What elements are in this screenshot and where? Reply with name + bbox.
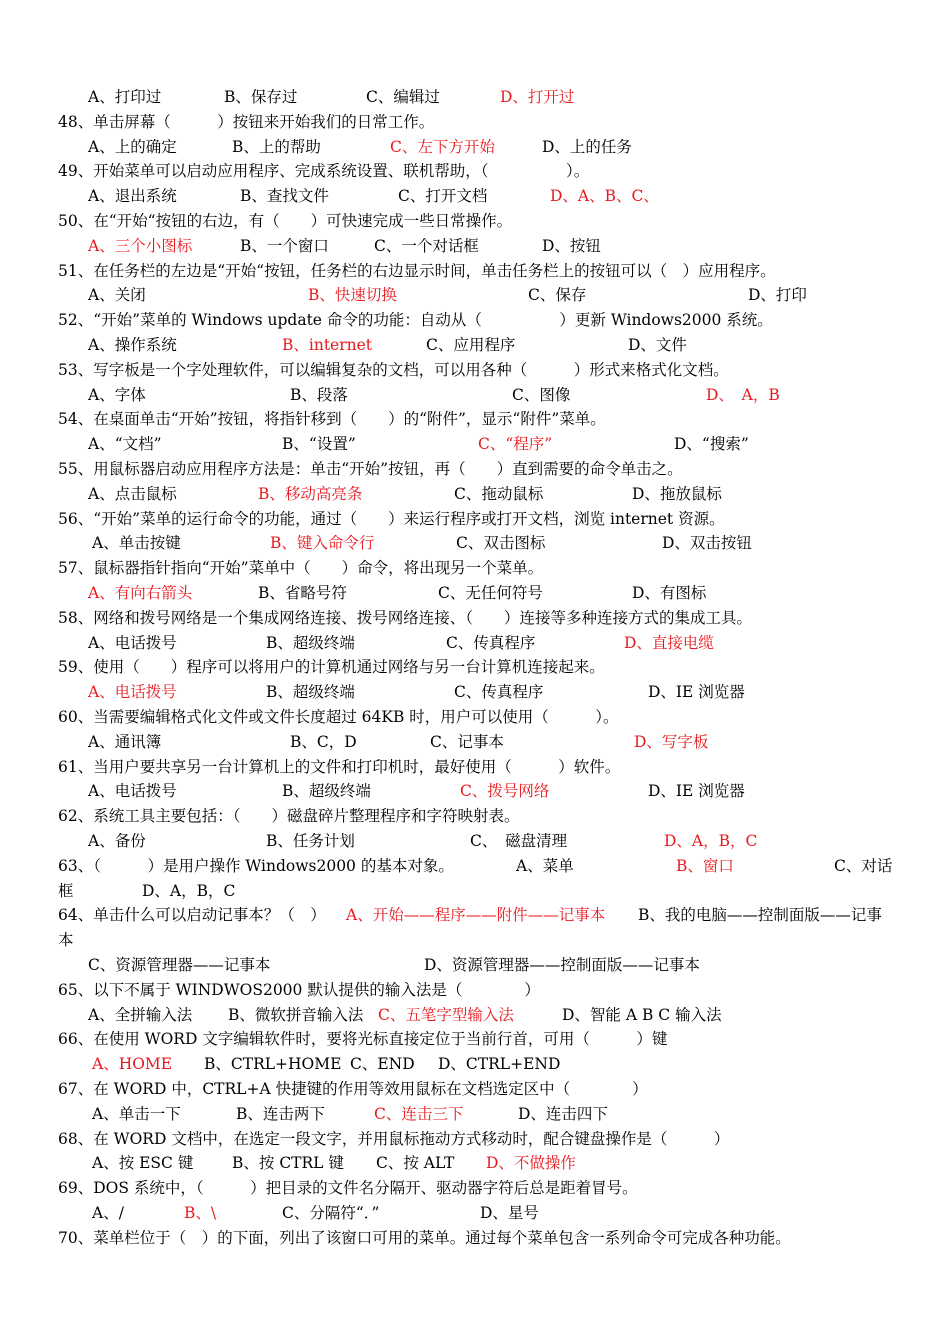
text-segment: C、双击图标 (456, 534, 546, 553)
answer-highlight: A、三个小图标 (88, 236, 193, 255)
text-line (0, 1151, 950, 1176)
text-segment: 70、菜单栏位于（ ）的下面，列出了该窗口可用的菜单。通过每个菜单包含一系列命令可完成各种功能。 (58, 1228, 791, 1247)
text-segment: 60、当需要编辑格式化文件或文件长度超过 64KB 时，用户可以使用（ ）。 (58, 708, 619, 726)
text-segment: 69、DOS 系统中，（ ）把目录的文件名分隔开、驱动器字符后总是距着冒号。 (58, 1179, 638, 1198)
text-segment: C、拖动鼠标 (454, 484, 544, 503)
text-segment: D、A，B，C (142, 881, 236, 900)
text-line (0, 85, 950, 110)
text-line (0, 854, 950, 879)
answer-highlight: A、开始——程序——附件——记事本 (346, 906, 606, 925)
text-segment: 68、在 WORD 文档中，在选定一段文字，并用鼠标拖动方式移动时，配合键盘操作是（ ） (58, 1129, 730, 1148)
text-segment: 54、在桌面单击“开始”按钮，将指针移到（ ）的“附件”，显示“附件”菜单。 (58, 410, 606, 429)
text-segment: D、按钮 (542, 236, 601, 255)
text-segment: C、一个对话框 (374, 236, 479, 255)
text-segment: A、电话拨号 (88, 782, 177, 801)
text-segment: C、无任何符号 (438, 584, 543, 602)
text-segment: B、省略号符 (258, 584, 347, 602)
text-segment: C、编辑过 (366, 88, 440, 106)
text-segment: C、按 ALT (376, 1154, 455, 1173)
text-segment: B、超级终端 (282, 782, 371, 801)
text-segment: 61、当用户要共享另一台计算机上的文件和打印机时，最好使用（ ）软件。 (58, 757, 621, 776)
text-segment: A、字体 (88, 385, 146, 404)
answer-highlight: A、电话拨号 (88, 683, 177, 702)
text-line (0, 1077, 950, 1102)
text-line (0, 482, 950, 507)
text-line (0, 159, 950, 184)
text-segment: C、END (350, 1055, 415, 1074)
answer-highlight: C、五笔字型输入法 (378, 1005, 514, 1024)
text-line (0, 953, 950, 978)
text-segment: A、单击一下 (92, 1104, 181, 1123)
text-segment: 58、网络和拨号网络是一个集成网络连接、拨号网络连接、（ ）连接等多种连接方式的集成工具。 (58, 608, 752, 627)
text-segment: C、 磁盘清理 (470, 832, 568, 850)
answer-highlight: C、拨号网络 (460, 782, 550, 801)
answer-highlight: D、A，B，C (664, 832, 758, 850)
text-line (0, 184, 950, 209)
text-line (0, 432, 950, 457)
text-segment: A、打印过 (88, 88, 162, 106)
text-segment: D、CTRL+END (438, 1055, 561, 1074)
text-line (0, 358, 950, 383)
text-segment: 63、（ ）是用户操作 Windows2000 的基本对象。 (58, 856, 454, 875)
text-segment: A、上的确定 (88, 137, 177, 156)
text-segment: B、我的电脑——控制面版——记事 (638, 906, 882, 925)
text-line (0, 556, 950, 581)
text-segment: 62、系统工具主要包括：（ ）磁盘碎片整理程序和字符映射表。 (58, 807, 520, 826)
text-segment: A、关闭 (88, 286, 146, 305)
text-line (0, 606, 950, 631)
text-segment: B、任务计划 (266, 832, 355, 850)
text-segment: C、打开文档 (398, 187, 488, 206)
text-segment: D、“搜索” (674, 435, 749, 454)
text-segment: 55、用鼠标器启动应用程序方法是：单击“开始”按钮，再（ ）直到需要的命令单击之。 (58, 460, 683, 478)
answer-highlight: D、写字板 (634, 732, 709, 751)
text-segment: A、操作系统 (88, 336, 177, 354)
answer-highlight: D、A、B、C、 (550, 187, 659, 206)
text-segment: D、文件 (628, 336, 687, 354)
text-segment: C、对话 (834, 856, 893, 875)
answer-highlight: C、左下方开始 (390, 137, 495, 156)
text-line (0, 1201, 950, 1226)
text-line (0, 383, 950, 408)
text-segment: 49、开始菜单可以启动应用程序、完成系统设置、联机帮助，（ ）。 (58, 162, 590, 181)
text-segment: 50、在“开始“按钮的右边，有（ ）可快速完成一些日常操作。 (58, 212, 513, 230)
text-segment: B、上的帮助 (232, 137, 321, 156)
text-segment: 52、“开始”菜单的 Windows update 命令的功能：自动从（ ）更新 Windows2000 系统。 (58, 311, 773, 330)
text-line (0, 110, 950, 135)
text-segment: D、IE 浏览器 (648, 782, 745, 801)
text-segment: B、保存过 (224, 88, 298, 106)
text-line (0, 1052, 950, 1077)
answer-highlight: C、连击三下 (374, 1104, 464, 1123)
text-segment: B、微软拼音输入法 (228, 1005, 364, 1024)
text-segment: C、记事本 (430, 732, 504, 751)
text-line (0, 1027, 950, 1052)
answer-highlight: D、不做操作 (486, 1154, 576, 1173)
text-line (0, 259, 950, 284)
text-segment: B、连击两下 (236, 1104, 325, 1123)
text-line (0, 680, 950, 705)
text-segment: D、拖放鼠标 (632, 484, 722, 503)
text-line (0, 531, 950, 556)
text-segment: A、退出系统 (88, 187, 177, 206)
text-segment: D、有图标 (632, 584, 707, 602)
text-segment: 本 (58, 931, 74, 950)
answer-highlight: D、打开过 (500, 88, 575, 106)
text-segment: D、IE 浏览器 (648, 683, 745, 702)
text-segment: B、按 CTRL 键 (232, 1154, 344, 1173)
text-line (0, 655, 950, 680)
text-line (0, 283, 950, 308)
text-segment: D、资源管理器——控制面版——记事本 (424, 956, 700, 974)
text-line (0, 209, 950, 234)
text-segment: 48、单击屏幕（ ）按钮来开始我们的日常工作。 (58, 112, 435, 131)
text-line (0, 903, 950, 928)
text-segment: B、超级终端 (266, 683, 355, 702)
text-segment: A、备份 (88, 832, 146, 850)
text-segment: 65、以下不属于 WINDWOS2000 默认提供的输入法是（ ） (58, 980, 540, 999)
text-line (0, 1127, 950, 1152)
text-line (0, 705, 950, 730)
text-line (0, 879, 950, 904)
answer-highlight: A、有向右箭头 (88, 584, 193, 602)
text-segment: 66、在使用 WORD 文字编辑软件时，要将光标直接定位于当前行首，可用（ ）键 (58, 1030, 668, 1049)
text-line (0, 1176, 950, 1201)
answer-highlight: B、移动高亮条 (258, 484, 363, 503)
text-line (0, 135, 950, 160)
text-segment: A、“文档” (88, 435, 162, 454)
text-segment: 57、鼠标器指针指向“开始”菜单中（ ）命令，将出现另一个菜单。 (58, 559, 544, 578)
text-segment: A、菜单 (516, 856, 574, 875)
text-segment: A、通讯簿 (88, 732, 162, 751)
text-line (0, 631, 950, 656)
text-segment: C、应用程序 (426, 336, 516, 354)
text-segment: 56、“开始”菜单的运行命令的功能，通过（ ）来运行程序或打开文档，浏览 internet 资源。 (58, 509, 725, 528)
text-segment: C、图像 (512, 385, 571, 404)
text-segment: D、上的任务 (542, 137, 632, 156)
text-segment: B、段落 (290, 385, 348, 404)
text-line (0, 407, 950, 432)
text-line (0, 978, 950, 1003)
answer-highlight: C、“程序” (478, 435, 553, 454)
text-segment: 框 (58, 881, 74, 900)
text-line (0, 928, 950, 953)
text-segment: C、资源管理器——记事本 (88, 956, 271, 974)
text-segment: D、连击四下 (518, 1104, 608, 1123)
text-line (0, 234, 950, 259)
text-segment: B、C，D (290, 732, 357, 751)
text-line (0, 730, 950, 755)
text-segment: B、超级终端 (266, 633, 355, 652)
text-segment: 53、写字板是一个字处理软件，可以编辑复杂的文档，可以用各种（ ）形式来格式化文档。 (58, 360, 729, 379)
text-segment: 67、在 WORD 中，CTRL+A 快捷键的作用等效用鼠标在文档选定区中（ ） (58, 1080, 648, 1098)
text-line (0, 457, 950, 482)
text-segment: C、分隔符“．” (282, 1204, 380, 1222)
answer-highlight: D、 A，B (706, 385, 780, 404)
text-segment: D、星号 (480, 1204, 539, 1222)
text-segment: C、传真程序 (454, 683, 544, 702)
text-segment: B、“设置” (282, 435, 356, 454)
text-segment: 59、使用（ ）程序可以将用户的计算机通过网络与另一台计算机连接起来。 (58, 658, 605, 677)
text-line (0, 507, 950, 532)
text-segment: B、查找文件 (240, 187, 329, 206)
text-segment: B、CTRL+HOME (204, 1055, 342, 1074)
text-segment: A、按 ESC 键 (92, 1154, 194, 1173)
text-segment: C、传真程序 (446, 633, 536, 652)
text-segment: 51、在任务栏的左边是“开始“按钮，任务栏的右边显示时间，单击任务栏上的按钮可以（ ）应用程序。 (58, 261, 776, 280)
text-segment: A、单击按键 (92, 534, 181, 553)
text-segment: D、打印 (748, 286, 807, 305)
text-line (0, 308, 950, 333)
text-line (0, 333, 950, 358)
text-line (0, 755, 950, 780)
answer-highlight: D、直接电缆 (624, 633, 714, 652)
answer-highlight: B、窗口 (676, 856, 734, 875)
text-line (0, 581, 950, 606)
text-line (0, 1003, 950, 1028)
text-segment: 64、单击什么可以启动记事本？（ ） (58, 906, 326, 925)
answer-highlight: B、internet (282, 336, 373, 354)
text-segment: B、一个窗口 (240, 236, 329, 255)
text-segment: A、点击鼠标 (88, 484, 177, 503)
text-segment: D、双击按钮 (662, 534, 752, 553)
text-line (0, 1102, 950, 1127)
text-line (0, 804, 950, 829)
text-line (0, 829, 950, 854)
text-segment: A、/ (92, 1204, 124, 1222)
answer-highlight: B、\ (184, 1204, 217, 1222)
text-line (0, 779, 950, 804)
text-segment: D、智能 A B C 输入法 (562, 1005, 722, 1024)
text-segment: C、保存 (528, 286, 587, 305)
text-segment: A、电话拨号 (88, 633, 177, 652)
answer-highlight: A、HOME (92, 1055, 173, 1074)
text-line (0, 1226, 950, 1251)
text-segment: A、全拼输入法 (88, 1005, 193, 1024)
answer-highlight: B、快速切换 (308, 286, 397, 305)
answer-highlight: B、键入命令行 (270, 534, 375, 553)
